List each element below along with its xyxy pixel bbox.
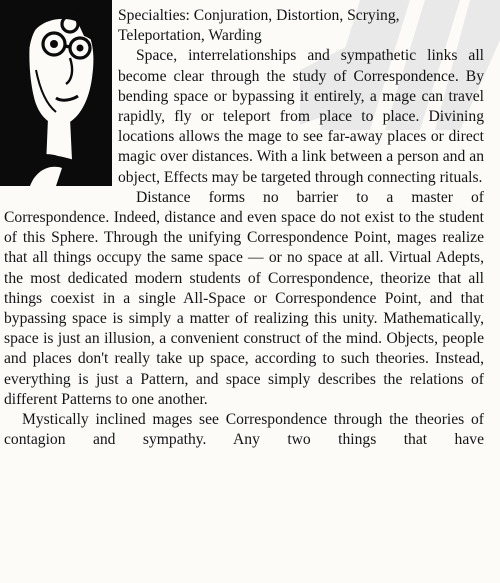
specialties-label: Specialties: [118, 7, 190, 24]
paragraph-2: Distance forms no barrier to a master of Correspondence. Indeed, distance and even space do not exist to the student of this Sphere. Through the unifying Correspondence Point, mages realize that all things occupy the same space — or no space at all. Virtual Adepts, the most dedicated modern students of Correspondence, theorize that all things coexist in a single All-Space or Correspondence Point, and that bypassing space is simply a matter of realizing this unity. Mathematically, space is just an illusion, a convenient construct of the mind. Objects, people and places don't really take up space, according to such theories. Instead, everything is just a Pattern, and space simply describes the relations of different Patterns to one another. [4, 188, 484, 408]
specialties-list: Conjuration, Distortion, Scrying, Teleportation, Warding [118, 7, 400, 45]
paragraph-1: Space, interrelationships and sympathetic links all become clear through the study of Correspondence. By bending space or bypassing it entirely, a mage can travel rapidly, fly or teleport from place to place. Divining locations allows the mage to see far-away places or direct magic over distances. With a link between a person and an object, Effects may be targeted through connecting rituals. [118, 47, 484, 186]
body-text [4, 6, 484, 450]
paragraph-3: Mystically inclined mages see Correspondence through the theories of contagion and sympathy. Any two things that have [4, 411, 484, 449]
illustration-spacer [4, 6, 118, 192]
